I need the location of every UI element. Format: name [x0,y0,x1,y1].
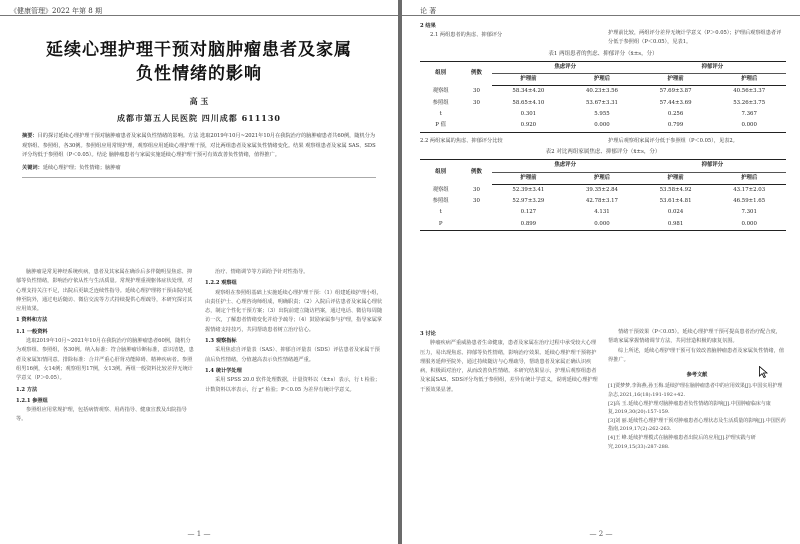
table-cell [461,109,491,120]
table-row [420,98,786,109]
references-list [608,382,786,451]
table-cell: 0.301 [520,111,537,118]
table-1 [420,61,786,133]
discussion-columns [420,328,786,526]
table-row [420,196,786,207]
page-2 [402,0,800,544]
table-cell: 52.97±3.29 [512,198,545,205]
article-title: 延续心理护理干预对脑肿瘤患者及家属负性情绪的影响 [46,40,352,84]
table-cell [461,207,491,218]
table-cell: 0.799 [667,122,684,129]
paragraph: 治疗、情绪调节等方面给予针对性指导。 [215,269,309,275]
table-cell: 观察组 [432,88,449,95]
results-intro-right: 护理前比较，两组评分差异无统计学意义（P＞0.05）；护理后观察组患者评分低于参照组（P＜0.05），见表1。 [608,30,782,46]
table-cell: 52.39±3.41 [512,186,545,193]
author-name: 高 玉 [189,96,209,106]
section-heading: 3 讨论 [420,331,436,337]
table-cell: 7.367 [741,111,757,118]
keywords-label: 关键词： [22,164,43,171]
column-sub-header: 护理前 [639,172,713,184]
column-sub-header: 护理前 [492,172,566,184]
table-row [420,219,786,231]
table-cell: 0.000 [594,220,610,227]
column-header-count: 例数 [471,70,482,77]
table-cell: t [439,209,442,216]
column-header-group: 组别 [435,168,447,175]
page-number: — 1 — [187,530,211,538]
results-intro-left [420,20,598,48]
table-row [420,184,786,196]
column-sub-header: 护理后 [565,172,639,184]
table-cell: 观察组 [432,186,449,193]
table-cell: 30 [473,88,480,95]
paragraph: 综上所述，延续心理护理干预可有效改善脑肿瘤患者及家属负性情绪，值得推广。 [608,347,785,363]
conclusion-column [608,328,786,526]
table-cell: 57.69±3.87 [659,88,692,95]
keywords-text: 延续心理护理；负性情绪；脑肿瘤 [42,164,121,171]
column-sub-header: 护理后 [712,172,786,184]
table-row [420,120,786,132]
table-cell [461,120,491,132]
paragraph: 采用焦虑自评量表（SAS）、抑郁自评量表（SDS）评估患者及家属干预前后负性情绪，分值越高表示负性情绪越严重。 [205,347,380,363]
table-cell: t [439,111,442,118]
column-span-header: 抑郁评分 [639,160,786,172]
table-cell: 0.981 [667,220,684,227]
table-cell: P [438,220,443,227]
column-span-header: 焦虑评分 [492,61,639,73]
table-cell: 53.58±4.92 [659,186,692,193]
section-header: 论 著 [402,0,800,16]
body-column-left [16,268,195,526]
reference-item: [1]贾梦梦,李海燕,孙玉梅.延续护理在脑肿瘤患者中的应用效果[J].中国实用护理杂志,2021,16(18):191-192+42. [608,383,783,399]
column-header-group: 组别 [435,70,447,77]
column-header-count: 例数 [471,168,482,175]
paragraph: 2.1 两组患者的焦虑、抑郁评分 [430,32,503,39]
section-heading: 1 资料和方法 [16,317,48,324]
paragraph: 肿瘤疾病严重威胁患者生命健康，患者及家属在治疗过程中承受较大心理压力，易出现焦虑、抑郁等负性情绪，影响治疗效果。延续心理护理干预将护理服务延伸至院外，通过持续随访与心理疏导，帮助患者及家属正确认识疾病，积极面对治疗，从而改善负性情绪。本研究结果显示，护理后观察组患者及家属SAS、SDS评分均低于参照组，差异有统计学意义，说明延续心理护理干预效果显著。 [420,340,598,393]
paragraph: 采用 SPSS 20.0 软件处理数据，计量资料以（x̄±s）表示，行 t 检验；计数资料以率表示，行 χ² 检验；P＜0.05 为差异有统计学意义。 [205,377,381,393]
table-cell: 30 [473,186,480,193]
author-affiliation: 成都市第五人民医院 四川成都 611130 [117,113,281,123]
table-cell: 58.65±4.10 [512,99,545,106]
table-cell: 53.61±4.81 [659,198,692,205]
reference-item: [4]王 峰.延续护理模式在脑肿瘤患者出院后的应用[J].护理实践与研究,2019,15(33):287-288. [608,435,756,450]
column-sub-header: 护理前 [639,74,713,86]
table-cell: 0.024 [667,209,684,216]
reference-item: [3]刘 丽.延续性心理护理干预对肿瘤患者心理状态及生活质量的影响[J].中国医药指南,2019,17(2):262-263. [608,417,786,433]
page-1 [0,0,398,544]
body-column-right [205,268,384,526]
page-number: — 2 — [589,530,613,538]
paragraph: 脑肿瘤是常见神经系统疾病，患者及其家属在确诊后多伴随明显焦虑、抑郁等负性情绪，影响治疗依从性与生活质量。常规护理重视躯体症状处理，对心理支持关注不足，出院后更缺乏连续性指导。延续心理护理将干预由院内延伸至院外，通过电话随访、微信交流等方式持续提供心理疏导，本研究探讨其应用效果。 [16,269,193,313]
reference-item: [2]高 玉.延续心理护理对脑肿瘤患者负性情绪的影响[J].中国肿瘤临床与康复,2019,30(20):157-159. [608,400,771,416]
table-cell: 7.301 [741,209,757,216]
table-cell: 53.26±3.75 [733,99,766,106]
discussion-column [420,328,598,526]
table-cell: 4.131 [594,209,610,216]
section-heading: 2 结果 [420,23,436,29]
journal-header: 《健康管理》2022 年第 8 期 [0,0,398,16]
column-span-header: 抑郁评分 [639,61,786,73]
section-heading: 1.4 统计学处理 [205,367,242,374]
table-cell: 0.000 [741,122,757,129]
table-cell: 0.000 [594,122,610,129]
column-sub-header: 护理后 [712,74,786,86]
column-sub-header: 护理前 [492,74,566,86]
paragraph: 参照组应用常规护理，包括病情观察、用药指导、健康宣教及出院指导等。 [16,407,187,423]
column-sub-header: 护理后 [565,74,639,86]
section-heading: 1.2.1 参照组 [16,397,48,404]
table-cell: 0.899 [520,220,537,227]
mouse-pointer-icon [759,366,768,378]
column-span-header: 焦虑评分 [492,160,639,172]
body-columns [16,268,384,526]
keywords [22,164,376,171]
table-cell: 参照组 [432,99,449,106]
results-section [420,20,786,231]
table-cell: 40.56±3.37 [733,88,766,95]
table-cell: 39.35±2.84 [586,186,618,193]
section-heading: 1.1 一般资料 [16,328,48,335]
abstract-label: 摘要： [22,133,38,139]
table-cell: 30 [473,99,480,106]
table-cell: 57.44±3.69 [659,99,692,106]
table-2 [420,159,786,231]
table-cell: 42.78±3.17 [586,198,618,205]
paragraph: 选取2019年10月~2021年10月在我院治疗的脑肿瘤患者60例，随机分为观察组、参照组，各30例。纳入标准：符合脑肿瘤诊断标准，意识清楚，患者及家属知情同意。排除标准：合并严重心肝肾功能障碍、精神疾病者。参照组男16例，女14例；观察组男17例，女13例。两组一般资料比较差异无统计学意义（P＞0.05）。 [16,338,194,382]
paragraph: 观察组在参照组基础上实施延续心理护理干预：（1）组建延续护理小组，由责任护士、心理咨询师组成，明确职责；（2）入院后评估患者及家属心理状态，制定个性化干预方案；（3）出院前建立随访档案，通过电话、微信每周随访一次，了解患者情绪变化并给予疏导；（4）鼓励家属参与护理，指导家属掌握情绪支持技巧，共同帮助患者树立治疗信心。 [205,289,383,333]
results-subsection-2: 2.2 两组家属的焦虑、抑郁评分比较 [420,137,503,144]
table-cell: 5.955 [594,111,610,118]
table-row [420,109,786,120]
section-heading: 1.3 观察指标 [205,338,237,345]
table-row [420,86,786,98]
table-cell: 0.920 [520,122,537,129]
table-cell: 0.000 [741,220,757,227]
references-heading: 参考文献 [686,372,708,379]
table-cell: 0.127 [520,209,537,216]
table-cell: 53.67±3.31 [586,99,618,106]
table-2-caption: 表2 对比两组家属焦虑、抑郁评分（x̄±s，分） [545,148,661,155]
table-cell: 46.59±1.65 [733,198,766,205]
table-cell: 30 [473,198,480,205]
section-heading: 1.2.2 观察组 [205,280,237,287]
table-row [420,207,786,218]
results-subsection-2-text: 护理后观察组家属评分低于参照组（P＜0.05），见表2。 [608,137,738,144]
table-cell [461,219,491,231]
abstract-divider [22,177,376,178]
table-1-caption: 表1 两组患者的焦虑、抑郁评分（x̄±s，分） [548,50,658,57]
table-cell: 43.17±2.03 [733,186,766,193]
table-cell: P 值 [435,122,447,129]
section-heading: 1.2 方法 [16,386,38,393]
table-cell: 58.34±4.20 [512,88,545,95]
table-cell: 40.23±3.56 [586,88,618,95]
paragraph: 情绪干预效果（P＜0.05）。延续心理护理干预可提高患者治疗配合度，帮助家属掌握情绪调节方法，共同营造积极的康复氛围。 [608,329,781,345]
abstract-text: 目的探讨延续心理护理干预对脑肿瘤患者及家属负性情绪的影响。方法 选取2019年10月~2021年10月在我院治疗的脑肿瘤患者共60例，随机分为观察组、参照组，各30例。参照组应用常规护理，观察组应用延续心理护理干预，对比两组患者及家属负性情绪变化。结果 观察组患者及家属 SAS、SDS 评分均低于参照组（P＜0.05）。结论 脑肿瘤患者与家属实施延续心理护理干预可有效改善负性情绪，值得推广。 [22,133,376,158]
abstract [22,132,376,161]
table-cell: 参照组 [432,198,449,205]
table-cell: 0.256 [667,111,684,118]
